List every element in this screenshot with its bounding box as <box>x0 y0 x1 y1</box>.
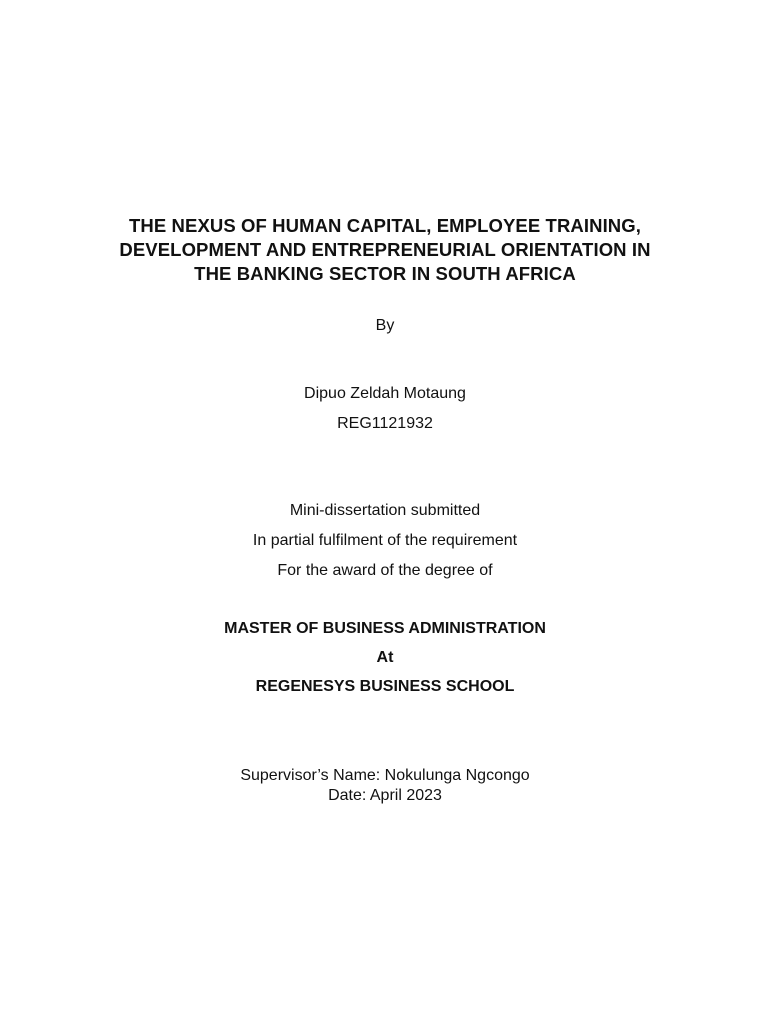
by-label: By <box>375 317 395 334</box>
degree-at-label: At <box>376 649 394 666</box>
submission-line-3: For the award of the degree of <box>277 562 493 579</box>
title-line-1: THE NEXUS OF HUMAN CAPITAL, EMPLOYEE TRAINING, <box>129 215 641 236</box>
author-name: Dipuo Zeldah Motaung <box>304 385 466 402</box>
title-line-2: DEVELOPMENT AND ENTREPRENEURIAL ORIENTATION IN <box>119 239 651 260</box>
institution-name: REGENESYS BUSINESS SCHOOL <box>255 678 515 695</box>
degree-name: MASTER OF BUSINESS ADMINISTRATION <box>224 620 546 637</box>
submission-line-2: In partial fulfilment of the requirement <box>252 532 518 549</box>
submission-line-1: Mini-dissertation submitted <box>289 502 481 519</box>
supervisor-name: Supervisor’s Name: Nokulunga Ngcongo <box>240 767 530 784</box>
author-registration: REG1121932 <box>337 415 433 432</box>
submission-date: Date: April 2023 <box>328 787 442 804</box>
title-line-3: THE BANKING SECTOR IN SOUTH AFRICA <box>194 263 576 284</box>
